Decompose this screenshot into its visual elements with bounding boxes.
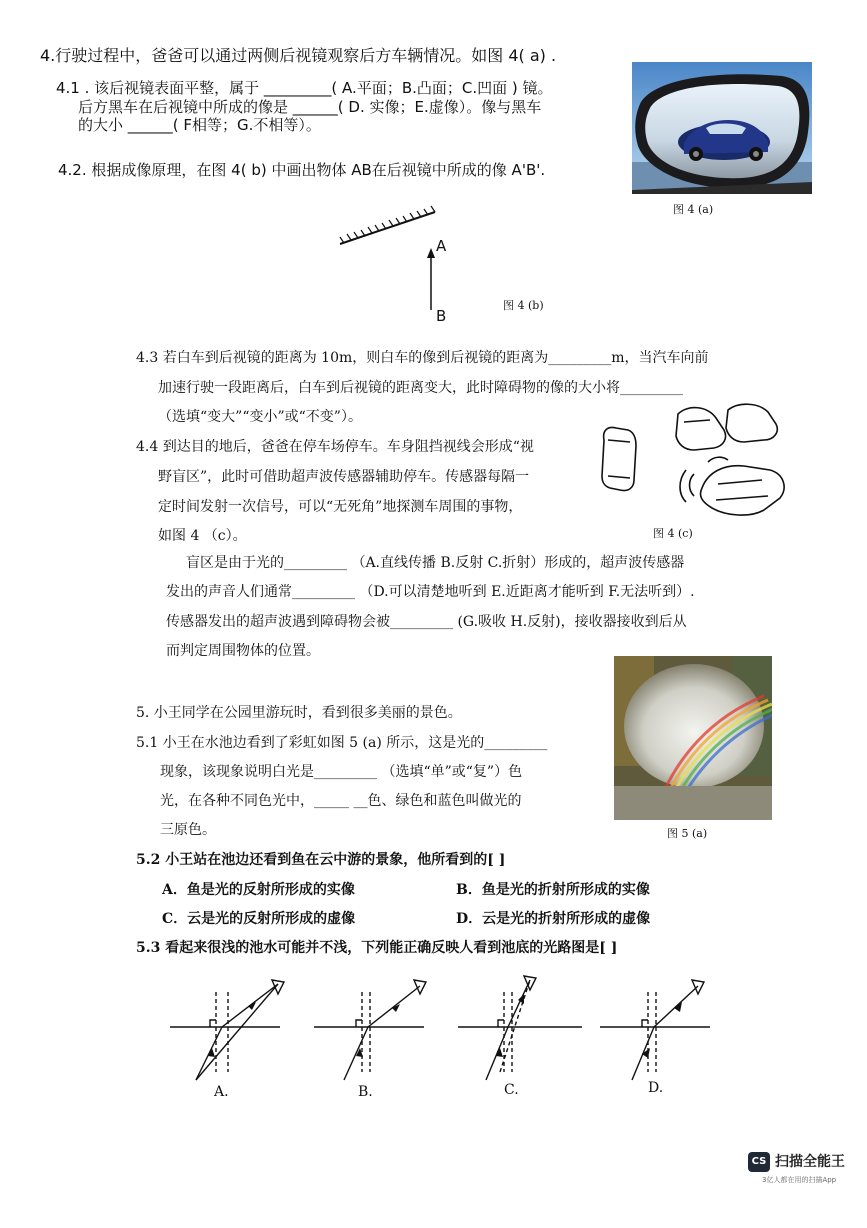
option-label-a: A. bbox=[214, 1084, 229, 1100]
ray-diagram-a bbox=[168, 972, 288, 1082]
q4-4-line-1: 4.4 到达目的地后，爸爸在停车场停车。车身阻挡视线会形成“视 bbox=[136, 439, 534, 455]
q4-4-line-7: 传感器发出的超声波遇到障碍物会被_________ (G.吸收 H.反射)，接收器接收到后从 bbox=[166, 614, 687, 630]
q4-1-line-3: 的大小 ______( F相等；G.不相等）。 bbox=[78, 116, 321, 134]
q4-4-line-4: 如图 4 （c）。 bbox=[158, 528, 247, 544]
ray-diagram-c bbox=[456, 972, 586, 1082]
fig4a-caption: 图 4 (a) bbox=[673, 203, 714, 216]
q5-2-option-d: D．云是光的折射所形成的虚像 bbox=[456, 911, 651, 927]
q4-4-line-5: 盲区是由于光的_________ （A.直线传播 B.反射 C.折射）形成的，超声波传感器 bbox=[186, 555, 685, 571]
ray-diagram-d bbox=[598, 972, 718, 1082]
q4-4-line-2: 野盲区”，此时可借助超声波传感器辅助停车。传感器每隔一 bbox=[158, 469, 530, 485]
q4-3-line-1: 4.3 若白车到后视镜的距离为 10m，则白车的像到后视镜的距离为_________m，当汽车向前 bbox=[136, 350, 709, 366]
q5-2-text: 5.2 小王站在池边还看到鱼在云中游的景象，他所看到的[ ] bbox=[136, 852, 506, 868]
option-label-b: B. bbox=[358, 1084, 373, 1100]
label-a: A bbox=[436, 237, 447, 255]
fig4a-mirror-photo bbox=[632, 62, 812, 194]
q5-3-text: 5.3 看起来很浅的池水可能并不浅，下列能正确反映人看到池底的光路图是[ ] bbox=[136, 940, 618, 956]
q4-title: 4.行驶过程中，爸爸可以通过两侧后视镜观察后方车辆情况。如图 4( a) . bbox=[40, 46, 557, 65]
fig4c-caption: 图 4 (c) bbox=[653, 527, 693, 540]
q5-title: 5. 小王同学在公园里游玩时，看到很多美丽的景色。 bbox=[136, 705, 462, 721]
fig4b-diagram bbox=[330, 206, 500, 316]
q4-3-line-2: 加速行驶一段距离后，白车到后视镜的距离变大，此时障碍物的像的大小将_________ bbox=[158, 380, 683, 396]
label-b: B bbox=[436, 307, 447, 325]
q5-1-line-3: 光，在各种不同色光中，_____ __色、绿色和蓝色叫做光的 bbox=[160, 793, 522, 809]
option-label-c: C. bbox=[504, 1082, 519, 1098]
fig4c-parking-drawing bbox=[598, 400, 798, 520]
q5-2-option-a: A．鱼是光的反射所形成的实像 bbox=[162, 882, 355, 898]
q4-3-line-3: （选填“变大”“变小”或“不变”）。 bbox=[158, 409, 362, 425]
q5-1-line-1: 5.1 小王在水池边看到了彩虹如图 5 (a) 所示，这是光的_________ bbox=[136, 735, 548, 751]
q5-1-line-4: 三原色。 bbox=[160, 822, 216, 838]
q5-1-line-2: 现象，该现象说明白光是_________ （选填“单”或“复”）色 bbox=[160, 764, 523, 780]
q4-4-line-3: 定时间发射一次信号，可以“无死角”地探测车周围的事物， bbox=[158, 499, 523, 515]
scanner-tagline: 3亿人都在用的扫描App bbox=[762, 1176, 837, 1184]
fig5a-fountain-photo bbox=[614, 656, 772, 820]
scanner-brand: 扫描全能王 bbox=[775, 1154, 845, 1170]
q4-4-line-8: 而判定周围物体的位置。 bbox=[166, 643, 320, 659]
q5-2-option-c: C．云是光的反射所形成的虚像 bbox=[162, 911, 356, 927]
q4-4-line-6: 发出的声音人们通常_________ （D.可以清楚地听到 E.近距离才能听到 F.无法听到）. bbox=[166, 584, 695, 600]
q4-1-line-1: 4.1 . 该后视镜表面平整，属于 _________( A.平面；B.凸面；C.凹面 ) 镜。 bbox=[56, 79, 553, 97]
fig5a-caption: 图 5 (a) bbox=[667, 827, 708, 840]
q4-2-text: 4.2. 根据成像原理，在图 4( b) 中画出物体 AB在后视镜中所成的像 A'B'. bbox=[58, 161, 546, 179]
scanner-watermark bbox=[748, 1150, 858, 1190]
option-label-d: D. bbox=[648, 1080, 664, 1096]
ray-diagram-b bbox=[312, 972, 432, 1082]
scanner-logo-badge: CS bbox=[748, 1152, 770, 1172]
q4-1-line-2: 后方黑车在后视镜中所成的像是 ______( D. 实像；E.虚像）。像与黑车 bbox=[78, 98, 542, 116]
q5-2-option-b: B．鱼是光的折射所形成的实像 bbox=[456, 882, 650, 898]
fig4b-caption: 图 4 (b) bbox=[503, 299, 544, 312]
